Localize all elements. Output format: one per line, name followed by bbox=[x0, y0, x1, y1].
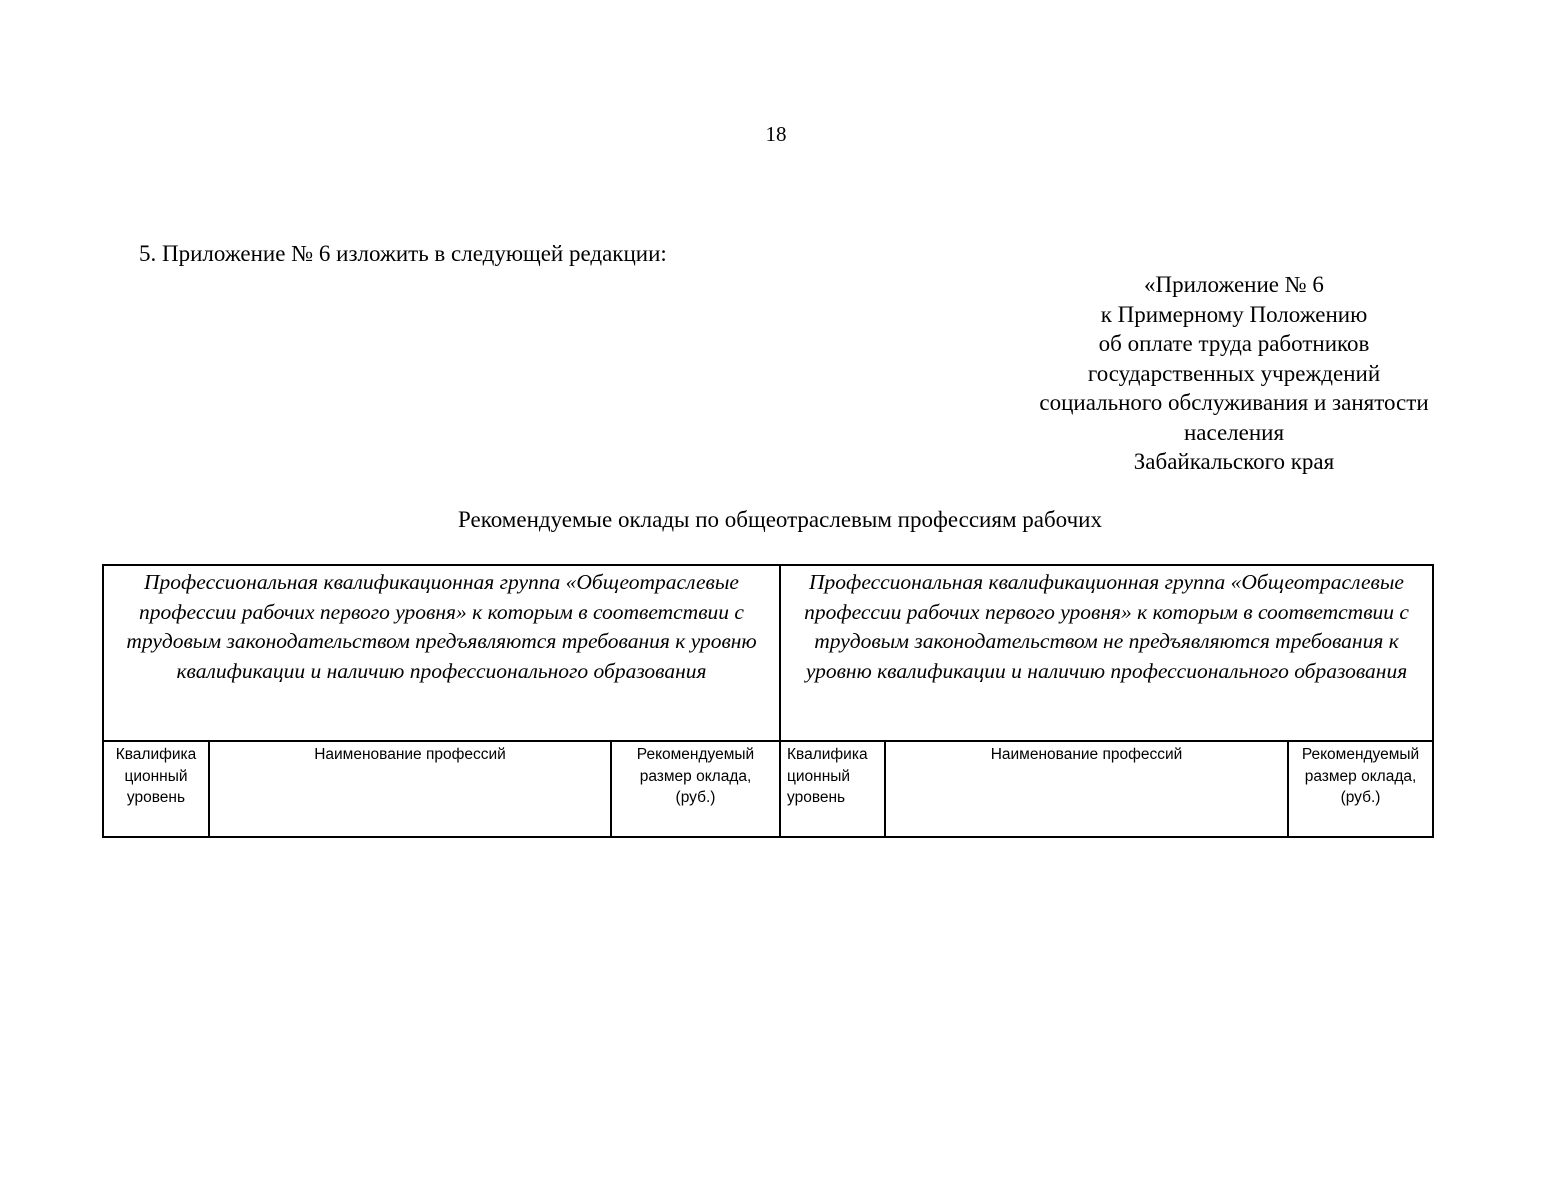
column-header-name-left: Наименование профессий bbox=[209, 741, 611, 837]
amendment-instruction: 5. Приложение № 6 изложить в следующей редакции: bbox=[139, 241, 667, 266]
page-number: 18 bbox=[765, 122, 787, 146]
salary-table bbox=[102, 564, 1434, 838]
table-group-row bbox=[103, 565, 1433, 741]
appendix-heading bbox=[1000, 270, 1468, 477]
group-header-right: Профессиональная квалификационная группа «Общеотраслевые профессии рабочих первого уровня» к которым в соответствии с трудовым законодательством не предъявляются требования к уровню квалификации и наличию профессионального образования bbox=[780, 565, 1433, 741]
appendix-heading-line: социального обслуживания и занятости bbox=[1039, 390, 1429, 415]
column-header-level-right: Квалифика ционный уровень bbox=[780, 741, 885, 837]
column-header-salary-right: Рекомендуемый размер оклада, (руб.) bbox=[1288, 741, 1433, 837]
group-header-left: Профессиональная квалификационная группа «Общеотраслевые профессии рабочих первого уровня» к которым в соответствии с трудовым законодательством предъявляются требования к уровню квалификации и наличию профессионального образования bbox=[103, 565, 780, 741]
appendix-heading-line: государственных учреждений bbox=[1087, 360, 1381, 386]
appendix-heading-line: к Примерному Положению bbox=[1100, 301, 1368, 327]
appendix-heading-line: Забайкальского края bbox=[1133, 449, 1335, 474]
column-header-level-left: Квалифика ционный уровень bbox=[103, 741, 209, 837]
table-header-row bbox=[103, 741, 1433, 837]
appendix-heading-line: населения bbox=[1183, 419, 1285, 445]
appendix-heading-line: «Приложение № 6 bbox=[1144, 272, 1324, 297]
column-header-salary-left: Рекомендуемый размер оклада, (руб.) bbox=[611, 741, 780, 837]
appendix-heading-line: об оплате труда работников bbox=[1098, 331, 1370, 356]
table-title: Рекомендуемые оклады по общеотраслевым профессиям рабочих bbox=[458, 507, 1102, 532]
column-header-name-right: Наименование профессий bbox=[885, 741, 1288, 837]
